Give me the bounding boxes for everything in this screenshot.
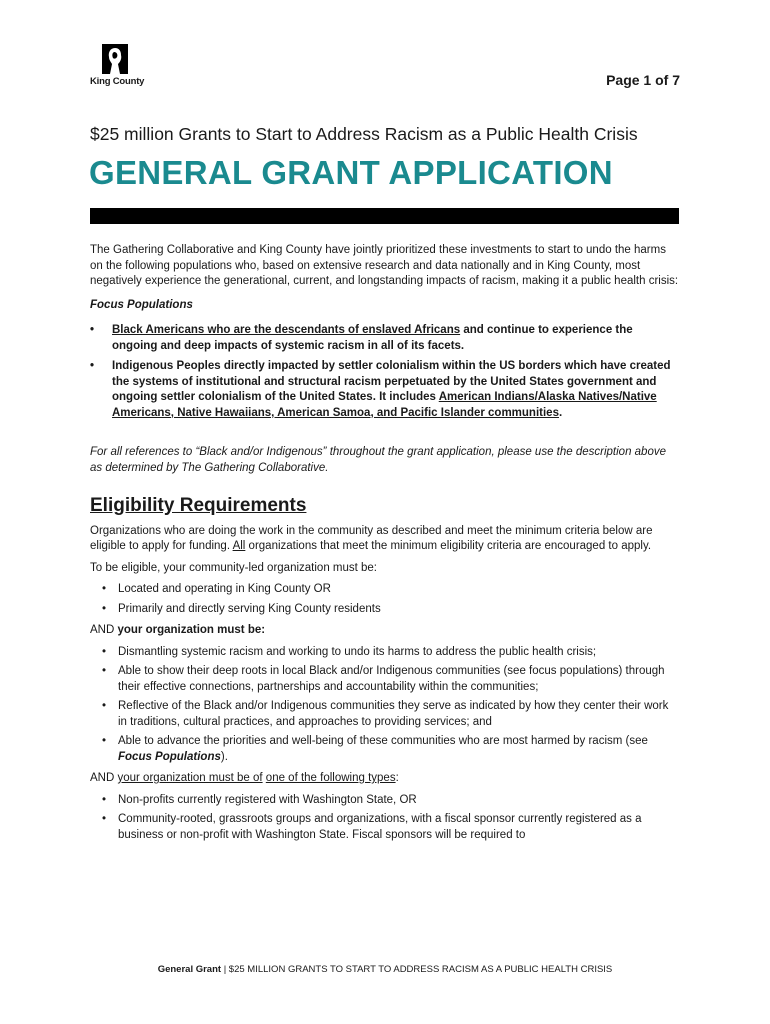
and-clause-1: [90, 623, 680, 639]
list-item: • Dismantling systemic racism and working to undo its harms to address the public health crisis;: [90, 645, 680, 661]
paragraph-text-underlined: your organization must be of: [117, 772, 263, 784]
focus-populations-list: [90, 323, 680, 421]
list-item-text: .: [558, 406, 563, 419]
list-item-text: and continue to experience the ongoing and deep impacts of systemic racism in all of its facets.: [112, 324, 633, 352]
list-item: • Reflective of the Black and/or Indigenous communities they serve as indicated by how they center their work in traditions, cultural practices, and approaches to providing services; and: [90, 699, 680, 730]
paragraph-text-underlined: one of the following types: [265, 772, 396, 784]
list-item-text-emphasis: Focus Populations: [118, 750, 221, 763]
paragraph-text: AND: [90, 772, 118, 784]
intro-paragraph: The Gathering Collaborative and King County have jointly prioritized these investments to start to undo the harms on the following populations who, based on extensive research and data nationally and in King County, most negatively experience the generational, current, and longstanding impacts of racism, making it a public health crisis:: [90, 244, 679, 287]
list-item: [90, 359, 680, 421]
list-item: • Located and operating in King County OR: [90, 582, 680, 598]
organization-criteria-list: [90, 645, 680, 766]
list-item: • Community-rooted, grassroots groups and organizations, with a fiscal sponsor currently registered as a business or non-profit with Washington State. Fiscal sponsors will be required to: [90, 812, 680, 843]
paragraph-text: organizations that meet the minimum eligibility criteria are encouraged to apply.: [245, 540, 652, 552]
focus-populations-label: Focus Populations: [90, 298, 193, 311]
footer-text: | $25 MILLION GRANTS TO START TO ADDRESS RACISM AS A PUBLIC HEALTH CRISIS: [221, 964, 613, 975]
focus-link-black-americans[interactable]: Black Americans who are the descendants of enslaved Africans: [112, 324, 461, 336]
eligibility-must-be: To be eligible, your community-led organization must be:: [90, 561, 378, 574]
paragraph-text: AND: [90, 624, 118, 636]
king-county-logo-icon: [102, 44, 128, 74]
page-footer: [0, 964, 770, 975]
and-clause-2: [90, 771, 680, 787]
paragraph-text-all: All: [232, 540, 246, 552]
organization-type-list: [90, 793, 680, 844]
list-item-text: ).: [220, 750, 228, 763]
title-divider-bar: [90, 208, 679, 224]
focus-link-indigenous[interactable]: American Indians/Alaska Natives/Native Americans, Native Hawaiians, American Samoa, and Pacific Islander communities: [112, 391, 657, 419]
document-body: [90, 243, 680, 849]
king-county-logo: [90, 44, 150, 88]
logo-text: King County: [90, 76, 145, 87]
list-item: • Primarily and directly serving King County residents: [90, 602, 680, 618]
list-item: • Able to show their deep roots in local Black and/or Indigenous communities (see focus populations) through their effective connections, partnerships and accountability within the communities;: [90, 664, 680, 695]
list-item: [90, 734, 680, 765]
document-title: GENERAL GRANT APPLICATION: [89, 154, 613, 191]
eligibility-intro: [90, 524, 680, 555]
paragraph-text: :: [395, 772, 399, 784]
list-item-text: Indigenous Peoples directly impacted by settler colonialism within the US borders which have created the systems of institutional and structural racism perpetuated by the United States government and ongoing settler colonialism of the United States. It includes: [112, 360, 671, 403]
list-item: • Non-profits currently registered with Washington State, OR: [90, 793, 680, 809]
paragraph-text: Organizations who are doing the work in the community as described and meet the minimum criteria below are eligible to apply for funding.: [90, 524, 653, 552]
reference-note: For all references to “Black and/or Indigenous” throughout the grant application, please use the description above as determined by The Gathering Collaborative.: [90, 446, 666, 474]
document-subtitle: $25 million Grants to Start to Address Racism as a Public Health Crisis: [90, 124, 638, 144]
paragraph-text-bold: your organization must be:: [117, 624, 266, 636]
location-criteria-list: [90, 582, 680, 617]
eligibility-heading: Eligibility Requirements: [90, 495, 307, 516]
list-item: [90, 323, 680, 354]
list-item-text: Able to advance the priorities and well-being of these communities who are most harmed by racism (see: [118, 735, 648, 747]
footer-bold-text: General Grant: [157, 964, 222, 975]
page-number: Page 1 of 7: [606, 72, 680, 88]
